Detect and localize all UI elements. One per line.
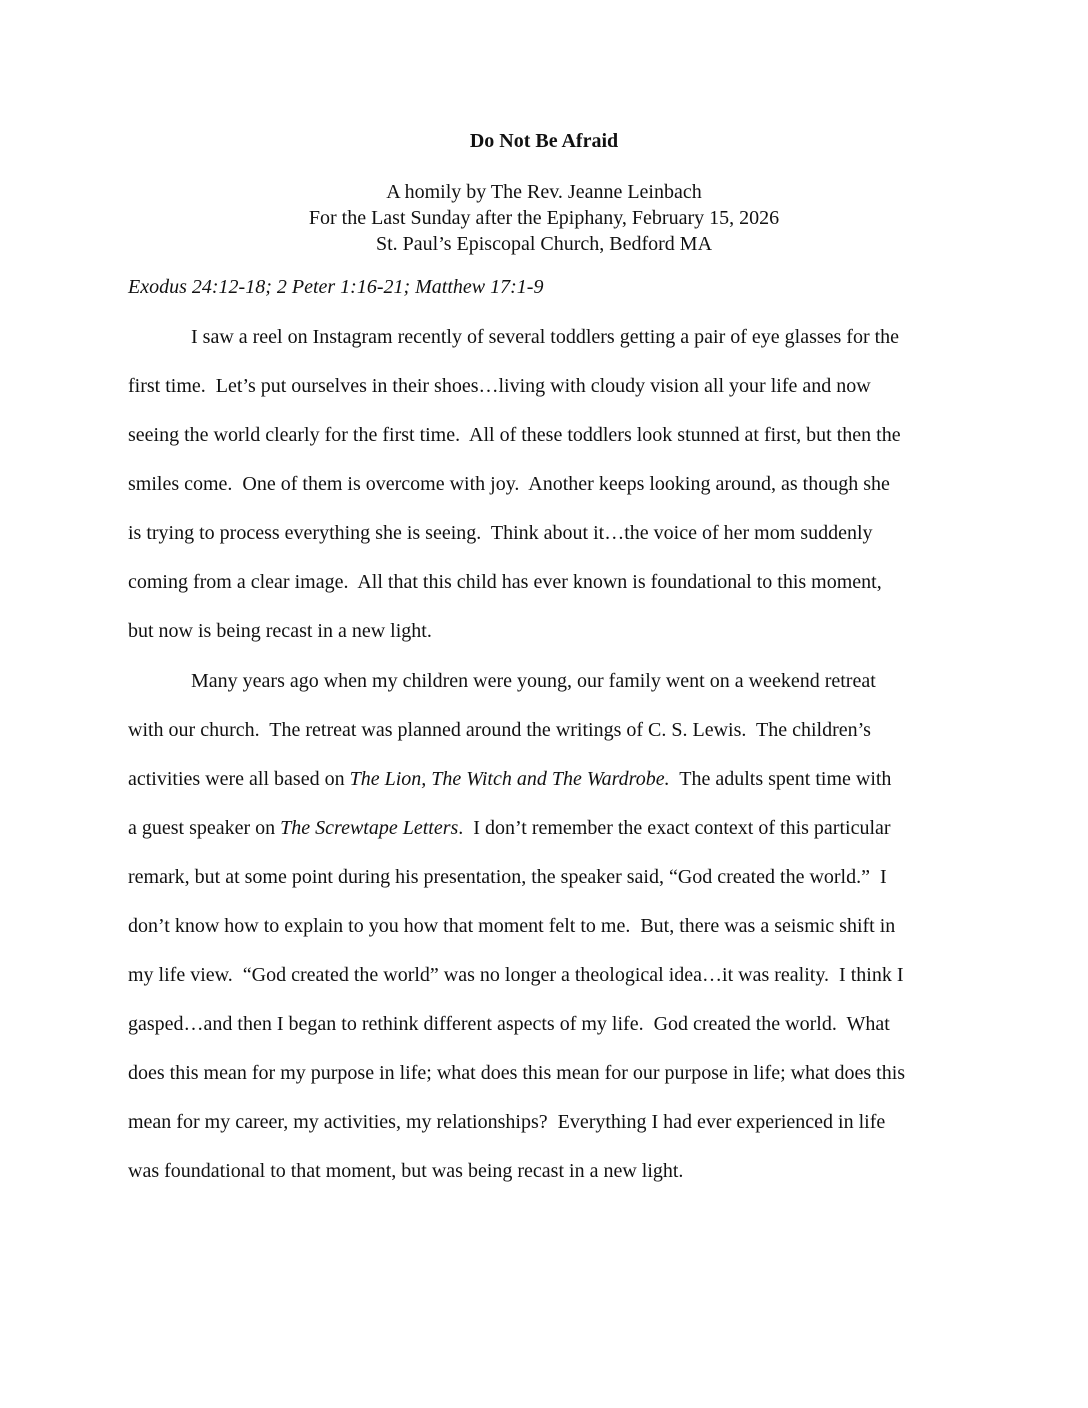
line-text: . I don’t remember the exact context of this particular (458, 817, 891, 839)
paragraph-1-line: seeing the world clearly for the first time. All of these toddlers look stunned at first, but then the (128, 424, 901, 446)
paragraph-2-line: don’t know how to explain to you how that moment felt to me. But, there was a seismic shift in (128, 915, 896, 937)
paragraph-1-line: coming from a clear image. All that this child has ever known is foundational to this moment, (128, 571, 882, 593)
line-text: a guest speaker on (128, 817, 281, 839)
paragraph-1-line: smiles come. One of them is overcome with joy. Another keeps looking around, as though she (128, 473, 890, 495)
document-title: Do Not Be Afraid (469, 130, 619, 152)
paragraph-2-line: my life view. “God created the world” was no longer a theological idea…it was reality. I think I (128, 964, 904, 986)
paragraph-2-line: was foundational to that moment, but was being recast in a new light. (128, 1160, 684, 1182)
byline (0, 179, 1088, 257)
paragraph-2-line: gasped…and then I began to rethink different aspects of my life. God created the world. What (128, 1013, 890, 1035)
paragraph-2-line: remark, but at some point during his presentation, the speaker said, “God created the world.” I (128, 866, 887, 888)
paragraph-2-line: does this mean for my purpose in life; what does this mean for our purpose in life; what does this (128, 1062, 906, 1084)
paragraph-1-line: but now is being recast in a new light. (128, 620, 432, 642)
book-title-lion-witch-wardrobe: The Lion, The Witch and The Wardrobe. (349, 768, 670, 790)
paragraph-2-line: with our church. The retreat was planned around the writings of C. S. Lewis. The children’s (128, 719, 871, 741)
scripture-readings: Exodus 24:12-18; 2 Peter 1:16-21; Matthew 17:1-9 (128, 276, 544, 298)
paragraph-2-line: Many years ago when my children were young, our family went on a weekend retreat (191, 670, 876, 692)
paragraph-2-line (128, 766, 891, 792)
paragraph-1-line: is trying to process everything she is seeing. Think about it…the voice of her mom suddenly (128, 522, 873, 544)
paragraph-2-line (128, 815, 891, 841)
byline-author: A homily by The Rev. Jeanne Leinbach (386, 181, 702, 203)
line-text: The adults spent time with (669, 768, 892, 790)
paragraph-1-line: first time. Let’s put ourselves in their shoes…living with cloudy vision all your life and now (128, 375, 871, 397)
paragraph-1-line: I saw a reel on Instagram recently of several toddlers getting a pair of eye glasses for the (191, 326, 900, 348)
paragraph-2-line: mean for my career, my activities, my relationships? Everything I had ever experienced in life (128, 1111, 886, 1133)
byline-church: St. Paul’s Episcopal Church, Bedford MA (375, 233, 713, 255)
book-title-screwtape-letters: The Screwtape Letters (280, 817, 459, 839)
line-text: activities were all based on (128, 768, 350, 790)
byline-occasion: For the Last Sunday after the Epiphany, February 15, 2026 (308, 207, 780, 229)
